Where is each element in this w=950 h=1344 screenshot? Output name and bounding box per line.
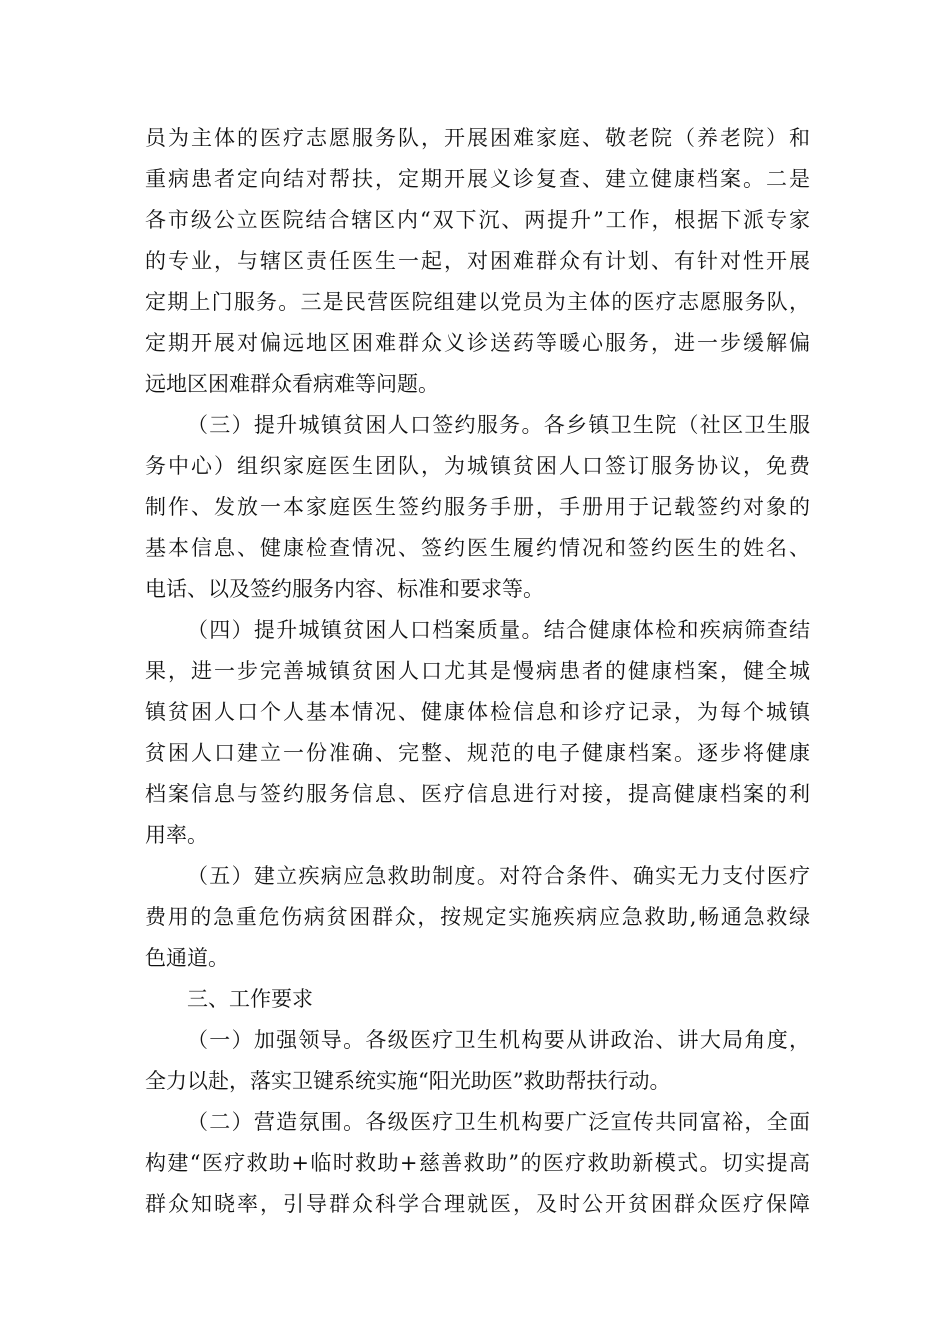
text-line: 各市级公立医院结合辖区内“双下沉、两提升”工作，根据下派专家 [145,208,810,232]
text-line: 务中心）组织家庭医生团队，为城镇贫困人口签订服务协议，免费 [145,454,810,478]
section-heading: 三、工作要求 [187,987,313,1011]
text-line: 重病患者定向结对帮扶，定期开展义诊复查、建立健康档案。二是 [145,167,810,191]
text-line: 构建“医疗救助+临时救助+慈善救助”的医疗救助新模式。切实提高 [145,1151,810,1175]
text-line: 用率。 [145,823,208,847]
paragraph-4-heading-line: （四）提升城镇贫困人口档案质量。结合健康体检和疾病筛查结 [187,618,810,642]
text-line: 镇贫困人口个人基本情况、健康体检信息和诊疗记录，为每个城镇 [145,700,810,724]
text-line: 全力以赴，落实卫键系统实施“阳光助医”救助帮扶行动。 [145,1069,671,1093]
text-line: 贫困人口建立一份准确、完整、规范的电子健康档案。逐步将健康 [145,741,810,765]
text-line: 色通道。 [145,946,229,970]
text-line: 远地区困难群众看病难等问题。 [145,372,439,396]
text-line: 基本信息、健康检查情况、签约医生履约情况和签约医生的姓名、 [145,536,810,560]
text-line: 果，进一步完善城镇贫困人口尤其是慢病患者的健康档案，健全城 [145,659,810,683]
text-line: 档案信息与签约服务信息、医疗信息进行对接，提高健康档案的利 [145,782,810,806]
text-line: 电话、以及签约服务内容、标准和要求等。 [145,577,544,601]
text-line: 制作、发放一本家庭医生签约服务手册，手册用于记载签约对象的 [145,495,810,519]
requirement-1-line: （一）加强领导。各级医疗卫生机构要从讲政治、讲大局角度， [187,1028,810,1052]
text-line: 定期开展对偏远地区困难群众义诊送药等暖心服务，进一步缓解偏 [145,331,810,355]
text-line: 定期上门服务。三是民营医院组建以党员为主体的医疗志愿服务队， [145,290,810,314]
paragraph-5-heading-line: （五）建立疾病应急救助制度。对符合条件、确实无力支付医疗 [187,864,810,888]
paragraph-3-heading-line: （三）提升城镇贫困人口签约服务。各乡镇卫生院（社区卫生服 [187,413,810,437]
text-line: 费用的急重危伤病贫困群众，按规定实施疾病应急救助,畅通急救绿 [145,905,810,929]
requirement-2-line: （二）营造氛围。各级医疗卫生机构要广泛宣传共同富裕，全面 [187,1110,810,1134]
text-line: 员为主体的医疗志愿服务队，开展困难家庭、敬老院（养老院）和 [145,126,810,150]
document-body [145,118,810,1225]
text-line: 群众知晓率，引导群众科学合理就医，及时公开贫困群众医疗保障 [145,1192,810,1216]
text-line: 的专业，与辖区责任医生一起，对困难群众有计划、有针对性开展 [145,249,810,273]
